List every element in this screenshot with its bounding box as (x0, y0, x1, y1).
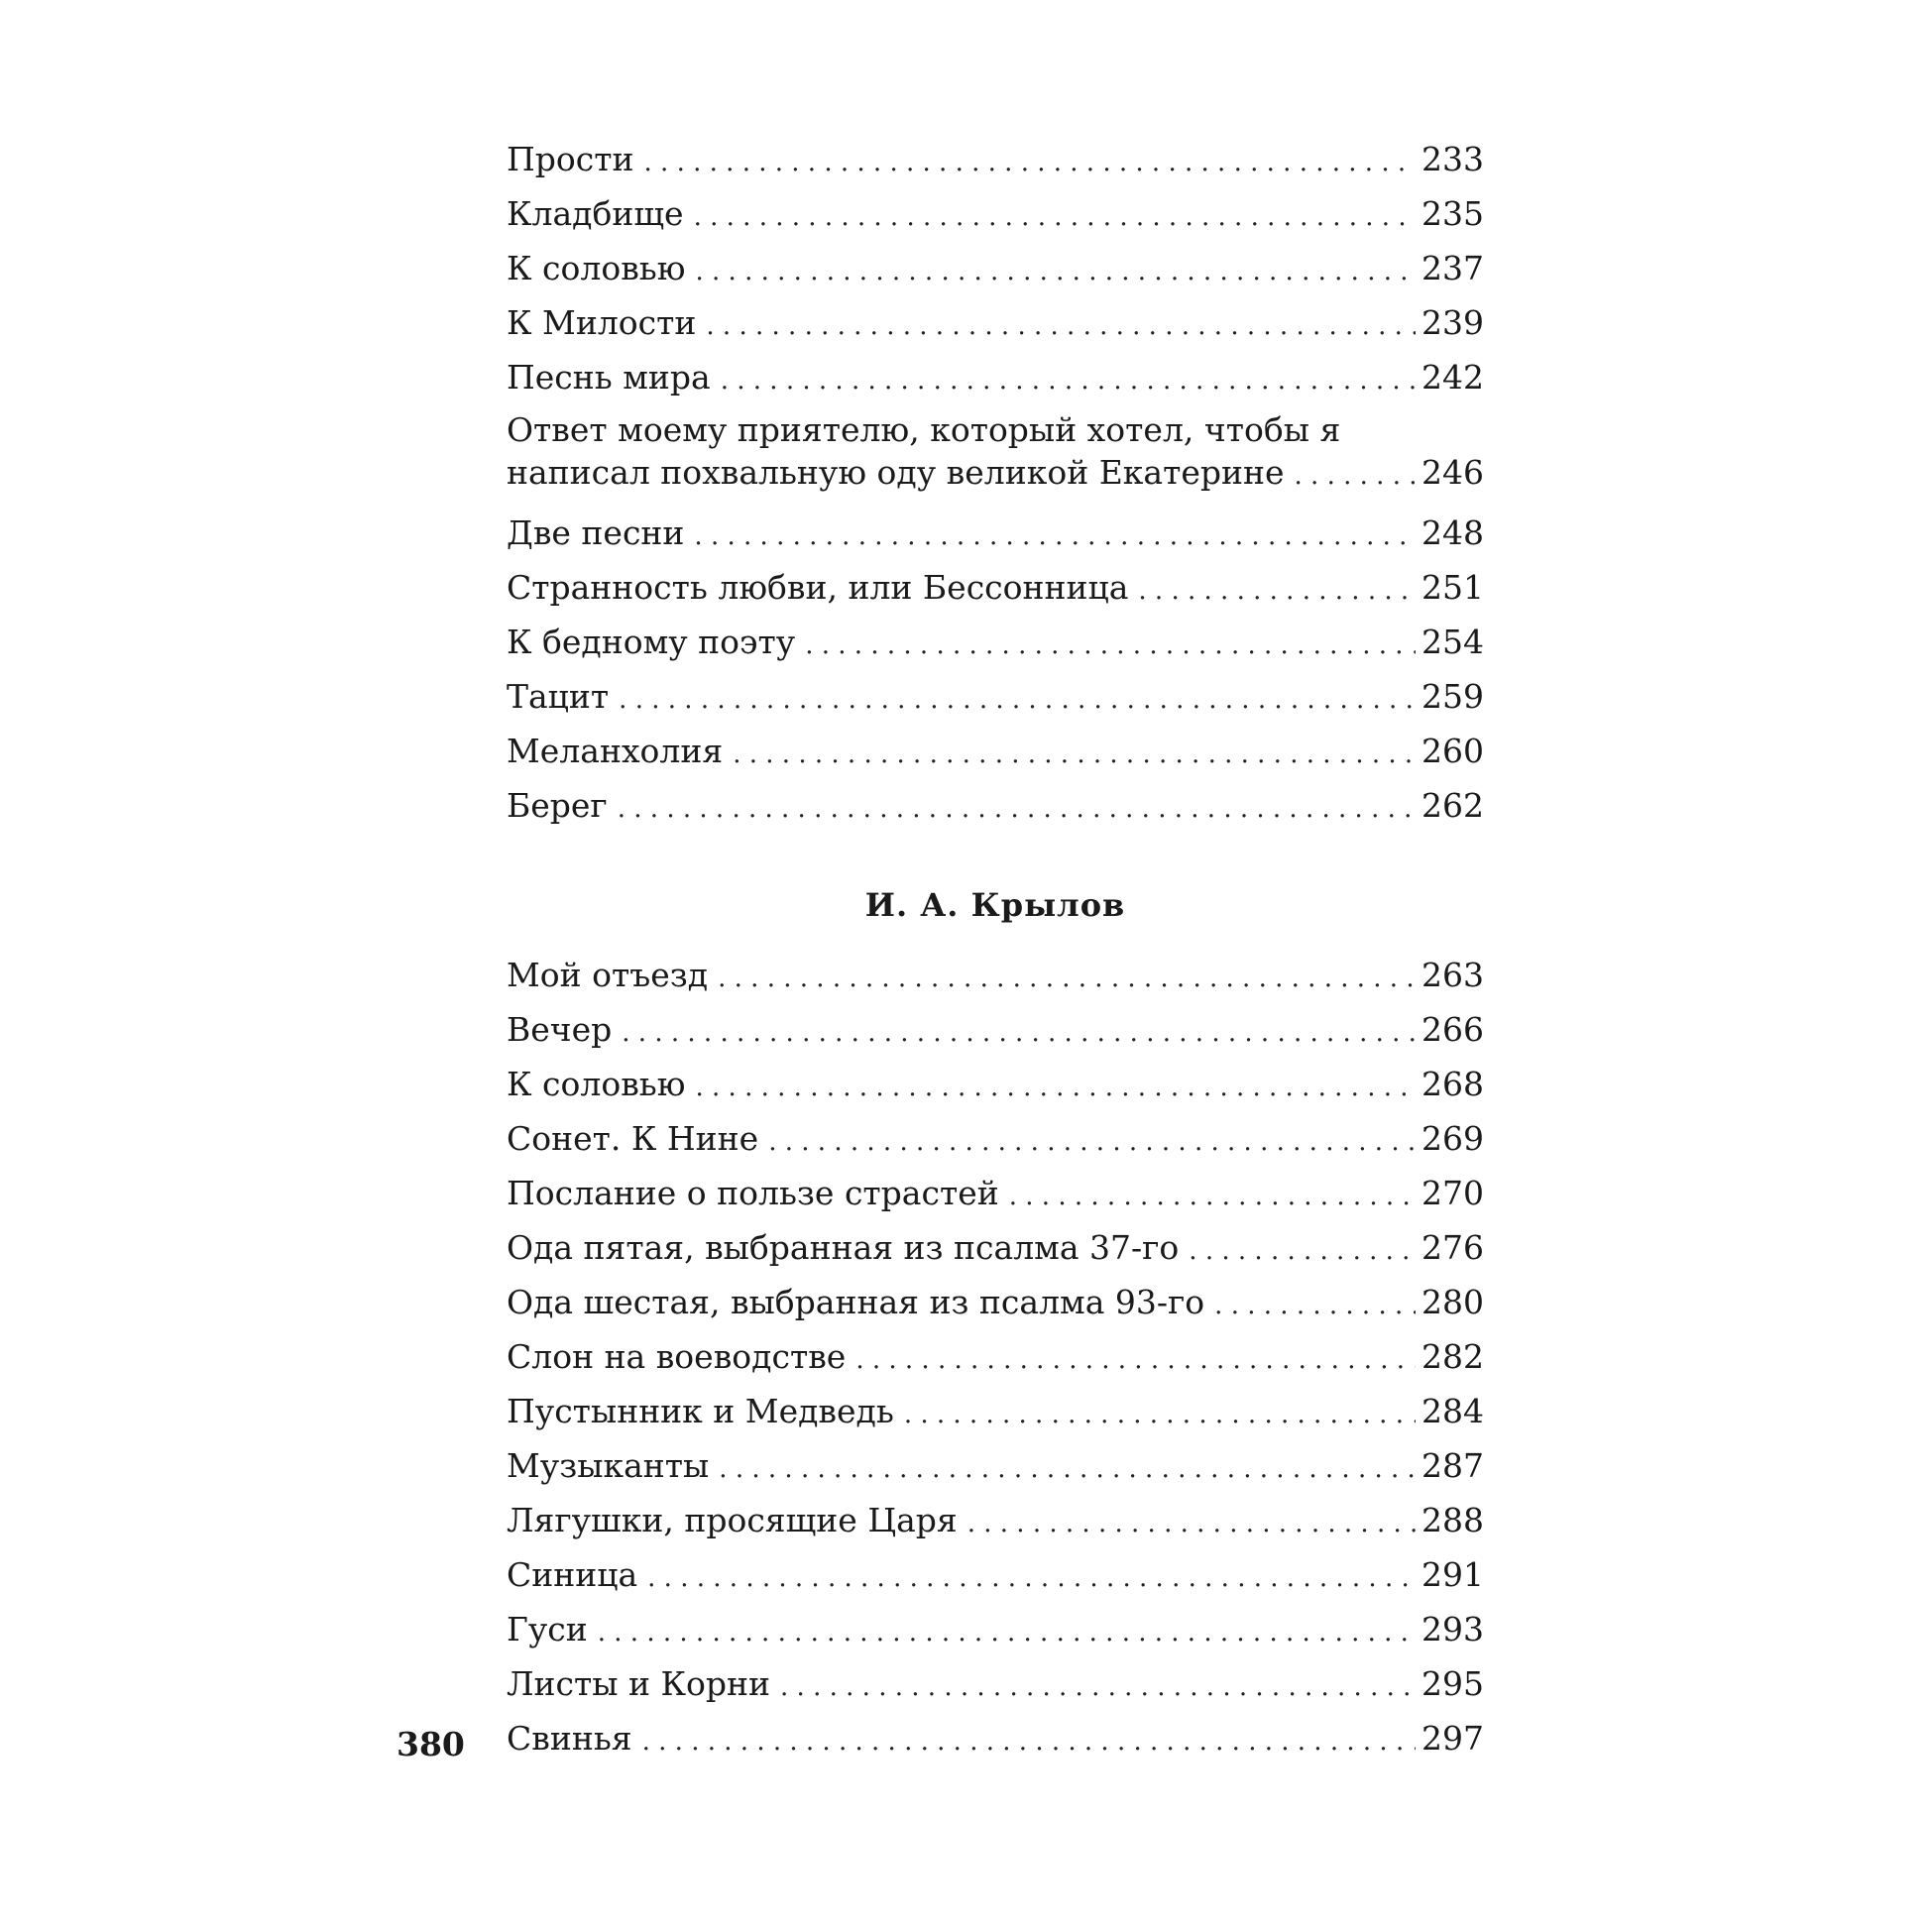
toc-entry-title: Две песни (507, 513, 685, 552)
toc-entry-title: Ода пятая, выбранная из псалма 37-го (507, 1228, 1180, 1267)
toc-entry (507, 241, 1484, 295)
toc-entry-page: 280 (1421, 1283, 1484, 1321)
dot-leader (706, 299, 1416, 354)
toc-entry-title: Ода шестая, выбранная из псалма 93-го (507, 1283, 1205, 1321)
toc-entry (507, 350, 1484, 404)
toc-entry-page: 233 (1421, 140, 1484, 178)
dot-leader (598, 1606, 1416, 1660)
toc-entry-title: Кладбище (507, 194, 684, 233)
toc-entry-title: Берег (507, 786, 608, 825)
toc-entry-title: Синица (507, 1555, 638, 1594)
toc-entry (507, 186, 1484, 241)
dot-leader (694, 190, 1416, 245)
folio-page-number: 380 (397, 1725, 465, 1763)
toc-entry (507, 1602, 1484, 1656)
toc-entry-page: 259 (1421, 677, 1484, 716)
toc-entry-title: К соловью (507, 249, 686, 287)
dot-leader (1295, 455, 1416, 498)
dot-leader (1009, 1170, 1416, 1224)
toc-entry (507, 1656, 1484, 1711)
toc-entry (507, 1275, 1484, 1329)
toc-entry-page: 269 (1421, 1119, 1484, 1158)
toc-entry-page: 235 (1421, 194, 1484, 233)
toc-entry-page: 263 (1421, 956, 1484, 994)
dot-leader (733, 728, 1416, 782)
toc-entry (507, 724, 1484, 778)
toc-entry-title-line2 (507, 451, 1484, 506)
toc-entry-title: Свинья (507, 1719, 632, 1758)
toc-entry-title: Послание о пользе страстей (507, 1174, 999, 1212)
dot-leader (696, 1061, 1417, 1115)
dot-leader (1214, 1279, 1416, 1333)
toc-entry-page: 297 (1421, 1719, 1484, 1758)
toc-entry (507, 1438, 1484, 1493)
toc-entry-page: 266 (1421, 1010, 1484, 1049)
dot-leader (619, 673, 1416, 728)
toc-entry-page: 288 (1421, 1501, 1484, 1539)
toc-entry (507, 778, 1484, 833)
toc-entry-title: Музыканты (507, 1446, 710, 1485)
toc-entry-page: 262 (1421, 786, 1484, 825)
toc-entry-page: 237 (1421, 249, 1484, 287)
dot-leader (696, 245, 1417, 299)
toc-entry (507, 560, 1484, 615)
toc-entry-page: 246 (1421, 453, 1484, 492)
toc-entry-title-line1: Ответ моему приятелю, который хотел, чтобы я (507, 410, 1341, 449)
dot-leader (642, 1715, 1416, 1769)
toc-entry-page: 239 (1421, 303, 1484, 342)
toc-entry-title: Пустынник и Медведь (507, 1392, 894, 1430)
dot-leader (967, 1497, 1416, 1551)
toc-entry-page: 270 (1421, 1174, 1484, 1212)
toc-entry-title: Странность любви, или Бессонница (507, 568, 1129, 607)
toc-entry-title: Меланхолия (507, 732, 724, 770)
section-heading: И. А. Крылов (864, 886, 1126, 924)
toc-entry (507, 295, 1484, 350)
dot-leader (719, 1442, 1416, 1497)
toc-entry-page: 291 (1421, 1555, 1484, 1594)
toc-entry (507, 1002, 1484, 1057)
dot-leader (855, 1333, 1416, 1388)
toc-entry-page: 254 (1421, 623, 1484, 661)
toc-entry (507, 1329, 1484, 1384)
dot-leader (644, 136, 1416, 190)
toc-entry-page: 293 (1421, 1610, 1484, 1648)
dot-leader (622, 1006, 1416, 1061)
toc-entry (507, 1166, 1484, 1220)
toc-entry-title: Гуси (507, 1610, 588, 1648)
toc-entry-page: 287 (1421, 1446, 1484, 1485)
toc-entry (507, 1547, 1484, 1602)
toc-entry-title: К Милости (507, 303, 697, 342)
toc-entry-page: 268 (1421, 1065, 1484, 1103)
toc-entry-title: Мой отъезд (507, 956, 709, 994)
toc-entry-title: написал похвальную оду великой Екатерине (507, 453, 1285, 492)
toc-entry (507, 1057, 1484, 1111)
toc-entry-title: Сонет. К Нине (507, 1119, 759, 1158)
toc-entry-title: Прости (507, 140, 634, 178)
dot-leader (904, 1388, 1416, 1442)
toc-entry (507, 948, 1484, 1002)
dot-leader (718, 952, 1416, 1006)
dot-leader (721, 354, 1416, 408)
toc-entry-title: К бедному поэту (507, 623, 796, 661)
dot-leader (768, 1115, 1416, 1170)
toc-entry (507, 615, 1484, 669)
toc-entry-title: Вечер (507, 1010, 613, 1049)
toc-entry (507, 1711, 1484, 1765)
toc-entry-title: К соловью (507, 1065, 686, 1103)
dot-leader (647, 1551, 1416, 1606)
toc-entry-title: Листы и Корни (507, 1664, 771, 1703)
dot-leader (1189, 1224, 1416, 1279)
table-of-contents (507, 132, 1484, 1765)
toc-entry (507, 506, 1484, 560)
dot-leader (805, 619, 1416, 673)
toc-entry (507, 404, 1484, 506)
toc-entry-title: Песнь мира (507, 358, 711, 397)
toc-entry (507, 1493, 1484, 1547)
dot-leader (1138, 564, 1416, 619)
toc-entry-page: 248 (1421, 513, 1484, 552)
toc-entry (507, 1220, 1484, 1275)
toc-entry (507, 1111, 1484, 1166)
toc-entry-page: 251 (1421, 568, 1484, 607)
toc-entry (507, 1384, 1484, 1438)
toc-entry-title: Слон на воеводстве (507, 1337, 847, 1376)
toc-entry-page: 260 (1421, 732, 1484, 770)
dot-leader (780, 1660, 1416, 1715)
toc-entry-page: 295 (1421, 1664, 1484, 1703)
dot-leader (618, 782, 1416, 837)
toc-entry-page: 276 (1421, 1228, 1484, 1267)
toc-entry (507, 669, 1484, 724)
toc-entry (507, 132, 1484, 186)
toc-entry-page: 282 (1421, 1337, 1484, 1376)
dot-leader (694, 510, 1416, 564)
toc-entry-page: 242 (1421, 358, 1484, 397)
toc-entry-title: Лягушки, просящие Царя (507, 1501, 958, 1539)
toc-entry-page: 284 (1421, 1392, 1484, 1430)
toc-entry-title: Тацит (507, 677, 610, 716)
